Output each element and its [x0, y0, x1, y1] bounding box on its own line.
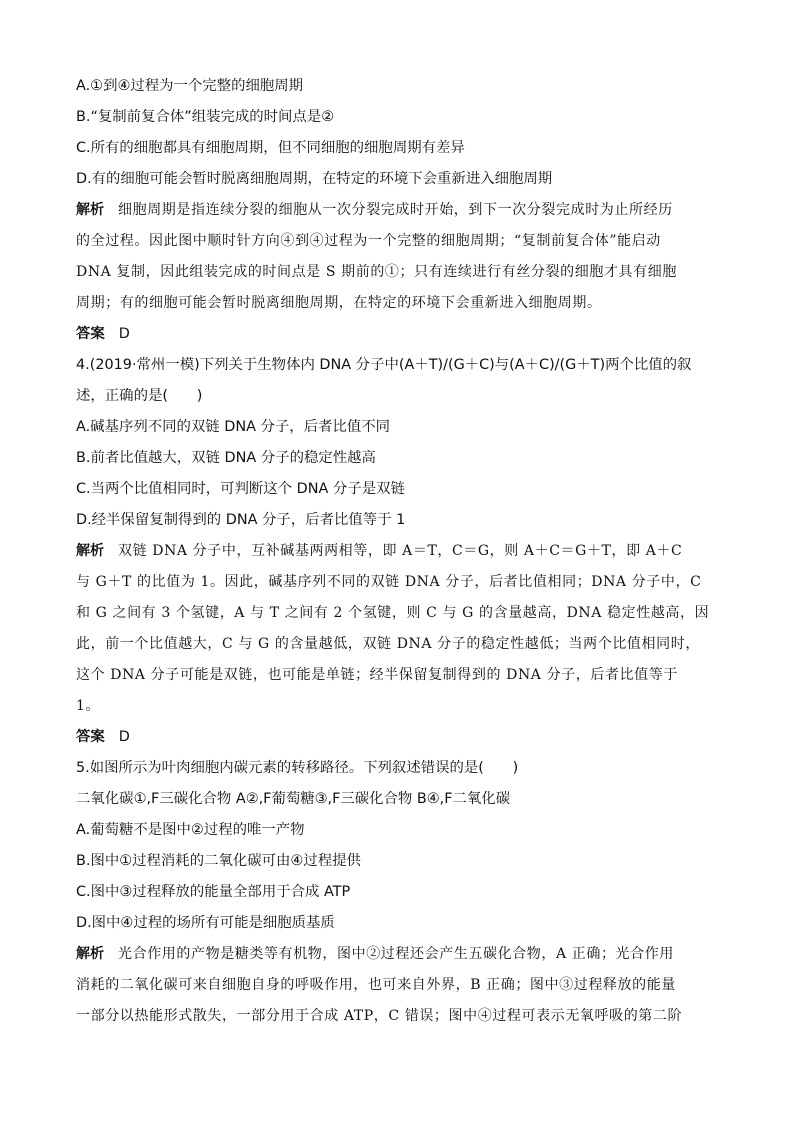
q5-pathway: 二氧化碳①,F三碳化合物 A②,F葡萄糖③,F三碳化合物 B④,F二氧化碳 [76, 791, 511, 807]
q4-stem-line-1: 4.(2019·常州一模)下列关于生物体内 DNA 分子中(A＋T)/(G＋C)与(A＋C)/(G＋T)两个比值的叙 [76, 357, 692, 373]
q4-analysis-line-3: 和 G 之间有 3 个氢键，A 与 T 之间有 2 个氢键，则 C 与 G 的含量越高，DNA 稳定性越高，因 [76, 605, 710, 621]
q5-option-b: B.图中①过程消耗的二氧化碳可由④过程提供 [76, 853, 361, 869]
q4-answer-label: 答案 [76, 729, 105, 745]
q4-option-d: D.经半保留复制得到的 DNA 分子，后者比值等于 1 [76, 512, 406, 528]
q4-analysis-text: 双链 DNA 分子中，互补碱基两两相等，即 A＝T，C＝G，则 A＋C＝G＋T，即 A＋C [118, 543, 683, 559]
q3-answer-label: 答案 [76, 326, 105, 342]
q4-option-b: B.前者比值越大，双链 DNA 分子的稳定性越高 [76, 450, 376, 466]
q5-analysis-line-3: 一部分以热能形式散失，一部分用于合成 ATP，C 错误；图中④过程可表示无氧呼吸的第二阶 [76, 1008, 683, 1024]
q4-analysis-line-2: 与 G＋T 的比值为 1。因此，碱基序列不同的双链 DNA 分子，后者比值相同；DNA 分子中，C [76, 574, 702, 590]
q5-analysis-text: 光合作用的产物是糖类等有机物，图中②过程还会产生五碳化合物，A 正确；光合作用 [118, 946, 674, 962]
q3-answer-value: D [118, 326, 130, 342]
q5-option-c: C.图中③过程释放的能量全部用于合成 ATP [76, 884, 351, 900]
q3-answer [76, 324, 726, 344]
q3-option-d: D.有的细胞可能会暂时脱离细胞周期，在特定的环境下会重新进入细胞周期 [76, 171, 553, 187]
q3-option-b: B.“复制前复合体”组装完成的时间点是② [76, 109, 335, 125]
q3-analysis-line-1 [76, 200, 726, 220]
q5-option-d: D.图中④过程的场所有可能是细胞质基质 [76, 915, 335, 931]
q5-analysis-line-1 [76, 944, 726, 964]
q4-analysis-line-5: 这个 DNA 分子可能是双链，也可能是单链；经半保留复制得到的 DNA 分子，后者比值等于 [76, 667, 678, 683]
q4-option-a: A.碱基序列不同的双链 DNA 分子，后者比值不同 [76, 419, 391, 435]
q5-analysis-label: 解析 [76, 946, 104, 962]
q4-answer [76, 727, 726, 747]
q3-option-a: A.①到④过程为一个完整的细胞周期 [76, 78, 304, 94]
q5-option-a: A.葡萄糖不是图中②过程的唯一产物 [76, 822, 305, 838]
q3-analysis-text: 细胞周期是指连续分裂的细胞从一次分裂完成时开始，到下一次分裂完成时为止所经历 [118, 202, 673, 218]
q4-stem-line-2: 述，正确的是( ) [76, 388, 203, 404]
q3-analysis-label: 解析 [76, 202, 104, 218]
q3-analysis-line-4: 周期；有的细胞可能会暂时脱离细胞周期，在特定的环境下会重新进入细胞周期。 [76, 295, 602, 311]
q5-stem: 5.如图所示为叶肉细胞内碳元素的转移路径。下列叙述错误的是( ) [76, 760, 519, 776]
q4-analysis-line-4: 此，前一个比值越大，C 与 G 的含量越低，双链 DNA 分子的稳定性越低；当两个比值相同时， [76, 636, 700, 652]
q4-analysis-line-1 [76, 541, 726, 561]
q4-answer-value: D [118, 729, 130, 745]
q4-analysis-label: 解析 [76, 543, 104, 559]
q3-analysis-line-3: DNA 复制，因此组装完成的时间点是 S 期前的①；只有连续进行有丝分裂的细胞才具有细胞 [76, 264, 677, 280]
q3-analysis-line-2: 的全过程。因此图中顺时针方向④到④过程为一个完整的细胞周期；“复制前复合体”能启动 [76, 233, 661, 249]
q5-analysis-line-2: 消耗的二氧化碳可来自细胞自身的呼吸作用，也可来自外界，B 正确；图中③过程释放的能量 [76, 977, 676, 993]
q4-analysis-line-6: 1。 [76, 698, 101, 714]
q4-option-c: C.当两个比值相同时，可判断这个 DNA 分子是双链 [76, 481, 405, 497]
q3-option-c: C.所有的细胞都具有细胞周期，但不同细胞的细胞周期有差异 [76, 140, 465, 156]
